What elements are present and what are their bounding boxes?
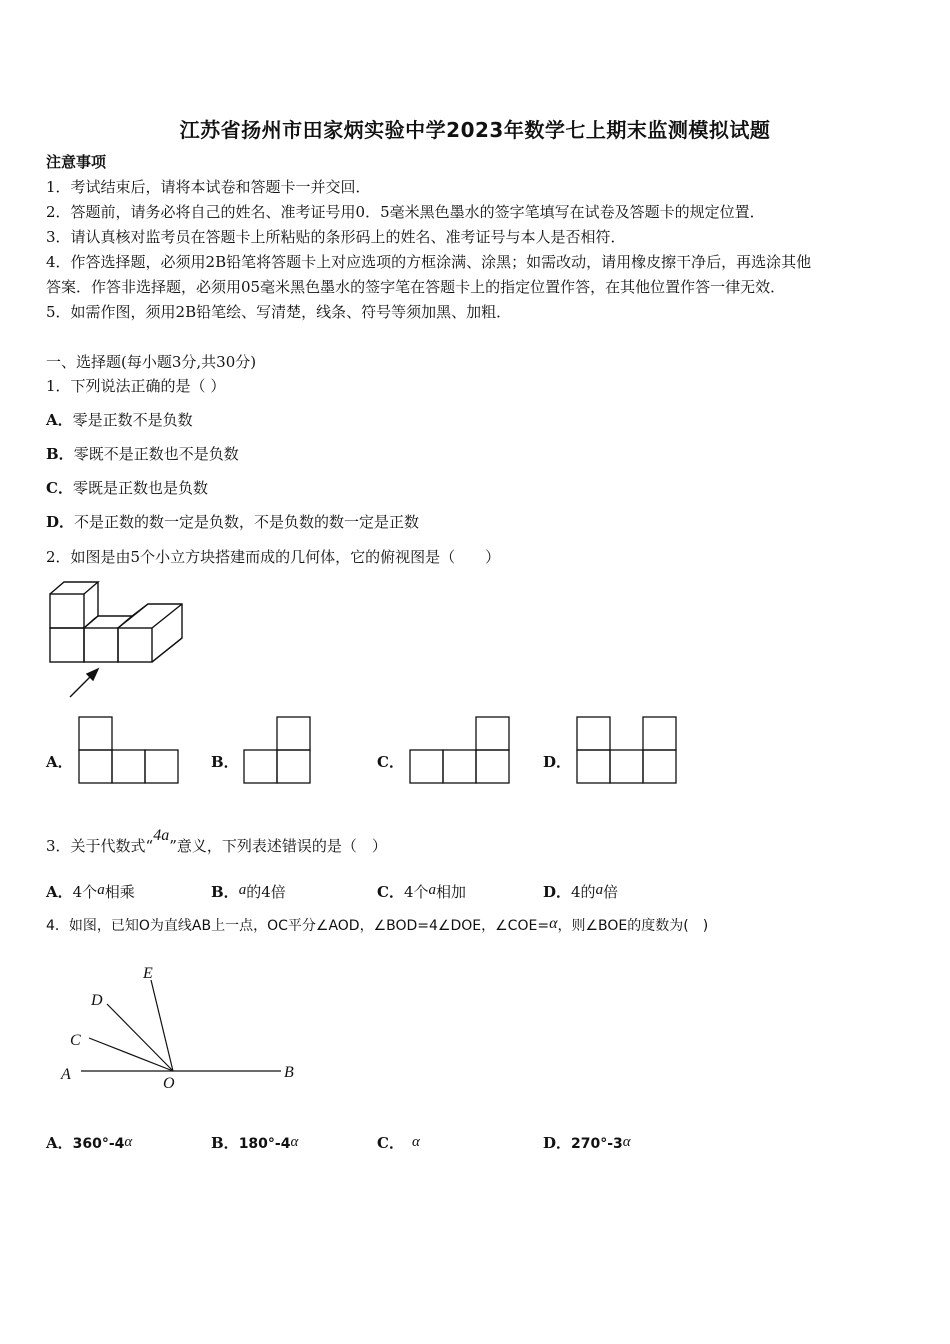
section-heading: 一、选择题(每小题3分,共30分) <box>46 353 257 371</box>
q3-option-b <box>211 882 286 903</box>
option-post: 倍 <box>603 883 619 901</box>
option-alpha: α <box>411 1134 420 1150</box>
option-var: a <box>428 882 436 898</box>
notice-heading: 注意事项 <box>46 153 107 171</box>
option-label: D． <box>543 1134 572 1152</box>
q4-option-b <box>211 1133 298 1154</box>
option-post: 相乘 <box>104 883 135 901</box>
q3-stem-before: 3．关于代数式“ <box>46 837 154 855</box>
option-label: B． <box>211 1134 239 1152</box>
option-var: a <box>595 882 604 898</box>
cube-edge <box>98 616 132 628</box>
label-b: B <box>284 1064 294 1081</box>
option-post: 的4倍 <box>246 883 286 901</box>
option-text: 不是正数的数一定是负数，不是负数的数一定是正数 <box>74 513 420 531</box>
notice-item-4-cont: 答案．作答非选择题，必须用05毫米黑色墨水的签字笔在答题卡上的指定位置作答，在其他位置作答一律无效． <box>46 278 786 296</box>
notice-item-2: 2．答题前，请务必将自己的姓名、准考证号用0．5毫米黑色墨水的签字笔填写在试卷及答题卡的规定位置． <box>46 203 765 221</box>
q2-option-c-label <box>377 752 404 772</box>
option-var: a <box>238 882 247 898</box>
cube-edge <box>132 604 182 662</box>
label-c: C <box>70 1032 81 1049</box>
q1-stem: 1．下列说法正确的是（ ） <box>46 377 226 395</box>
q1-option-b <box>46 444 239 464</box>
option-pre: 4个 <box>403 883 429 901</box>
q3-stem <box>46 827 387 857</box>
q2-option-a-figure <box>78 716 180 784</box>
option-pre: 4个 <box>72 883 98 901</box>
option-label: C． <box>377 1134 404 1152</box>
option-label: D． <box>543 753 572 771</box>
cube-front-face <box>50 628 84 662</box>
option-text: 零既是正数也是负数 <box>72 479 208 497</box>
cube-edge <box>50 582 98 594</box>
label-o: O <box>163 1075 175 1092</box>
cube-edge <box>84 616 98 628</box>
q3-expression: 4a <box>153 827 170 844</box>
option-label: D． <box>543 883 572 901</box>
option-alpha: α <box>622 1134 631 1150</box>
q2-option-c-figure <box>409 716 511 784</box>
q2-option-b-label <box>211 752 239 772</box>
q4-alpha: α <box>549 915 558 932</box>
notice-item-5: 5．如需作图，须用2B铅笔绘、写清楚，线条、符号等须加黑、加粗． <box>46 303 512 321</box>
option-label: B． <box>211 753 239 771</box>
q4-stem <box>46 916 708 936</box>
q4-option-c <box>377 1133 420 1154</box>
q3-option-c <box>377 882 466 903</box>
label-d: D <box>91 992 103 1009</box>
option-label: D． <box>46 513 75 531</box>
q4-stem-before: 4．如图，已知O为直线AB上一点，OC平分∠AOD，∠BOD=4∠DOE，∠COE= <box>46 918 550 934</box>
option-alpha: α <box>124 1134 133 1150</box>
q1-option-a <box>46 410 193 430</box>
option-alpha: α <box>290 1134 299 1150</box>
cube-front-face <box>50 594 84 628</box>
label-e: E <box>143 965 153 982</box>
label-a: A <box>61 1066 71 1083</box>
q2-cube-figure <box>40 575 200 705</box>
q2-option-b-figure <box>243 716 313 784</box>
q4-option-a <box>46 1133 132 1154</box>
option-pre: 4的 <box>571 883 596 901</box>
notice-item-4: 4．作答选择题，必须用2B铅笔将答题卡上对应选项的方框涂满、涂黑；如需改动，请用橡皮擦干净后，再选涂其他 <box>46 253 812 271</box>
option-post: 相加 <box>436 883 467 901</box>
cube-front-face <box>118 628 152 662</box>
option-label: A． <box>46 1134 73 1152</box>
option-label: A． <box>46 753 73 771</box>
option-label: A． <box>46 883 73 901</box>
q3-option-d <box>543 882 618 903</box>
option-label: C． <box>46 479 73 497</box>
ray-od <box>107 1004 173 1071</box>
q4-option-d <box>543 1133 631 1154</box>
cube-edge <box>152 604 182 628</box>
option-text: 270°-3 <box>571 1136 623 1152</box>
q1-option-d <box>46 512 419 532</box>
option-text: 零既不是正数也不是负数 <box>73 445 239 463</box>
option-text: 零是正数不是负数 <box>72 411 193 429</box>
q2-option-d-figure <box>576 716 678 784</box>
q4-stem-after: ，则∠BOE的度数为( ) <box>557 918 709 934</box>
q2-stem: 2．如图是由5个小立方块搭建而成的几何体，它的俯视图是（ ） <box>46 548 501 566</box>
cube-front-face <box>84 628 118 662</box>
ray-oe <box>151 980 173 1071</box>
option-var: a <box>97 882 105 898</box>
q3-stem-after: ”意义，下列表述错误的是（ ） <box>169 837 387 855</box>
option-text: 180°-4 <box>238 1136 291 1152</box>
option-label: A． <box>46 411 73 429</box>
option-label: C． <box>377 883 404 901</box>
option-text: 360°-4 <box>72 1136 125 1152</box>
option-label: B． <box>211 883 239 901</box>
q2-option-d-label <box>543 752 571 772</box>
cube-edge <box>152 638 182 662</box>
notice-item-1: 1．考试结束后，请将本试卷和答题卡一并交回． <box>46 178 371 196</box>
q2-option-a-label <box>46 752 73 772</box>
option-label: B． <box>46 445 74 463</box>
notice-item-3: 3．请认真核对监考员在答题卡上所粘贴的条形码上的姓名、准考证号与本人是否相符． <box>46 228 626 246</box>
option-label: C． <box>377 753 404 771</box>
q3-option-a <box>46 882 135 903</box>
q1-option-c <box>46 478 208 498</box>
page-title: 江苏省扬州市田家炳实验中学2023年数学七上期末监测模拟试题 <box>179 118 771 142</box>
q4-angle-figure <box>55 960 305 1095</box>
ray-oc <box>89 1038 173 1071</box>
